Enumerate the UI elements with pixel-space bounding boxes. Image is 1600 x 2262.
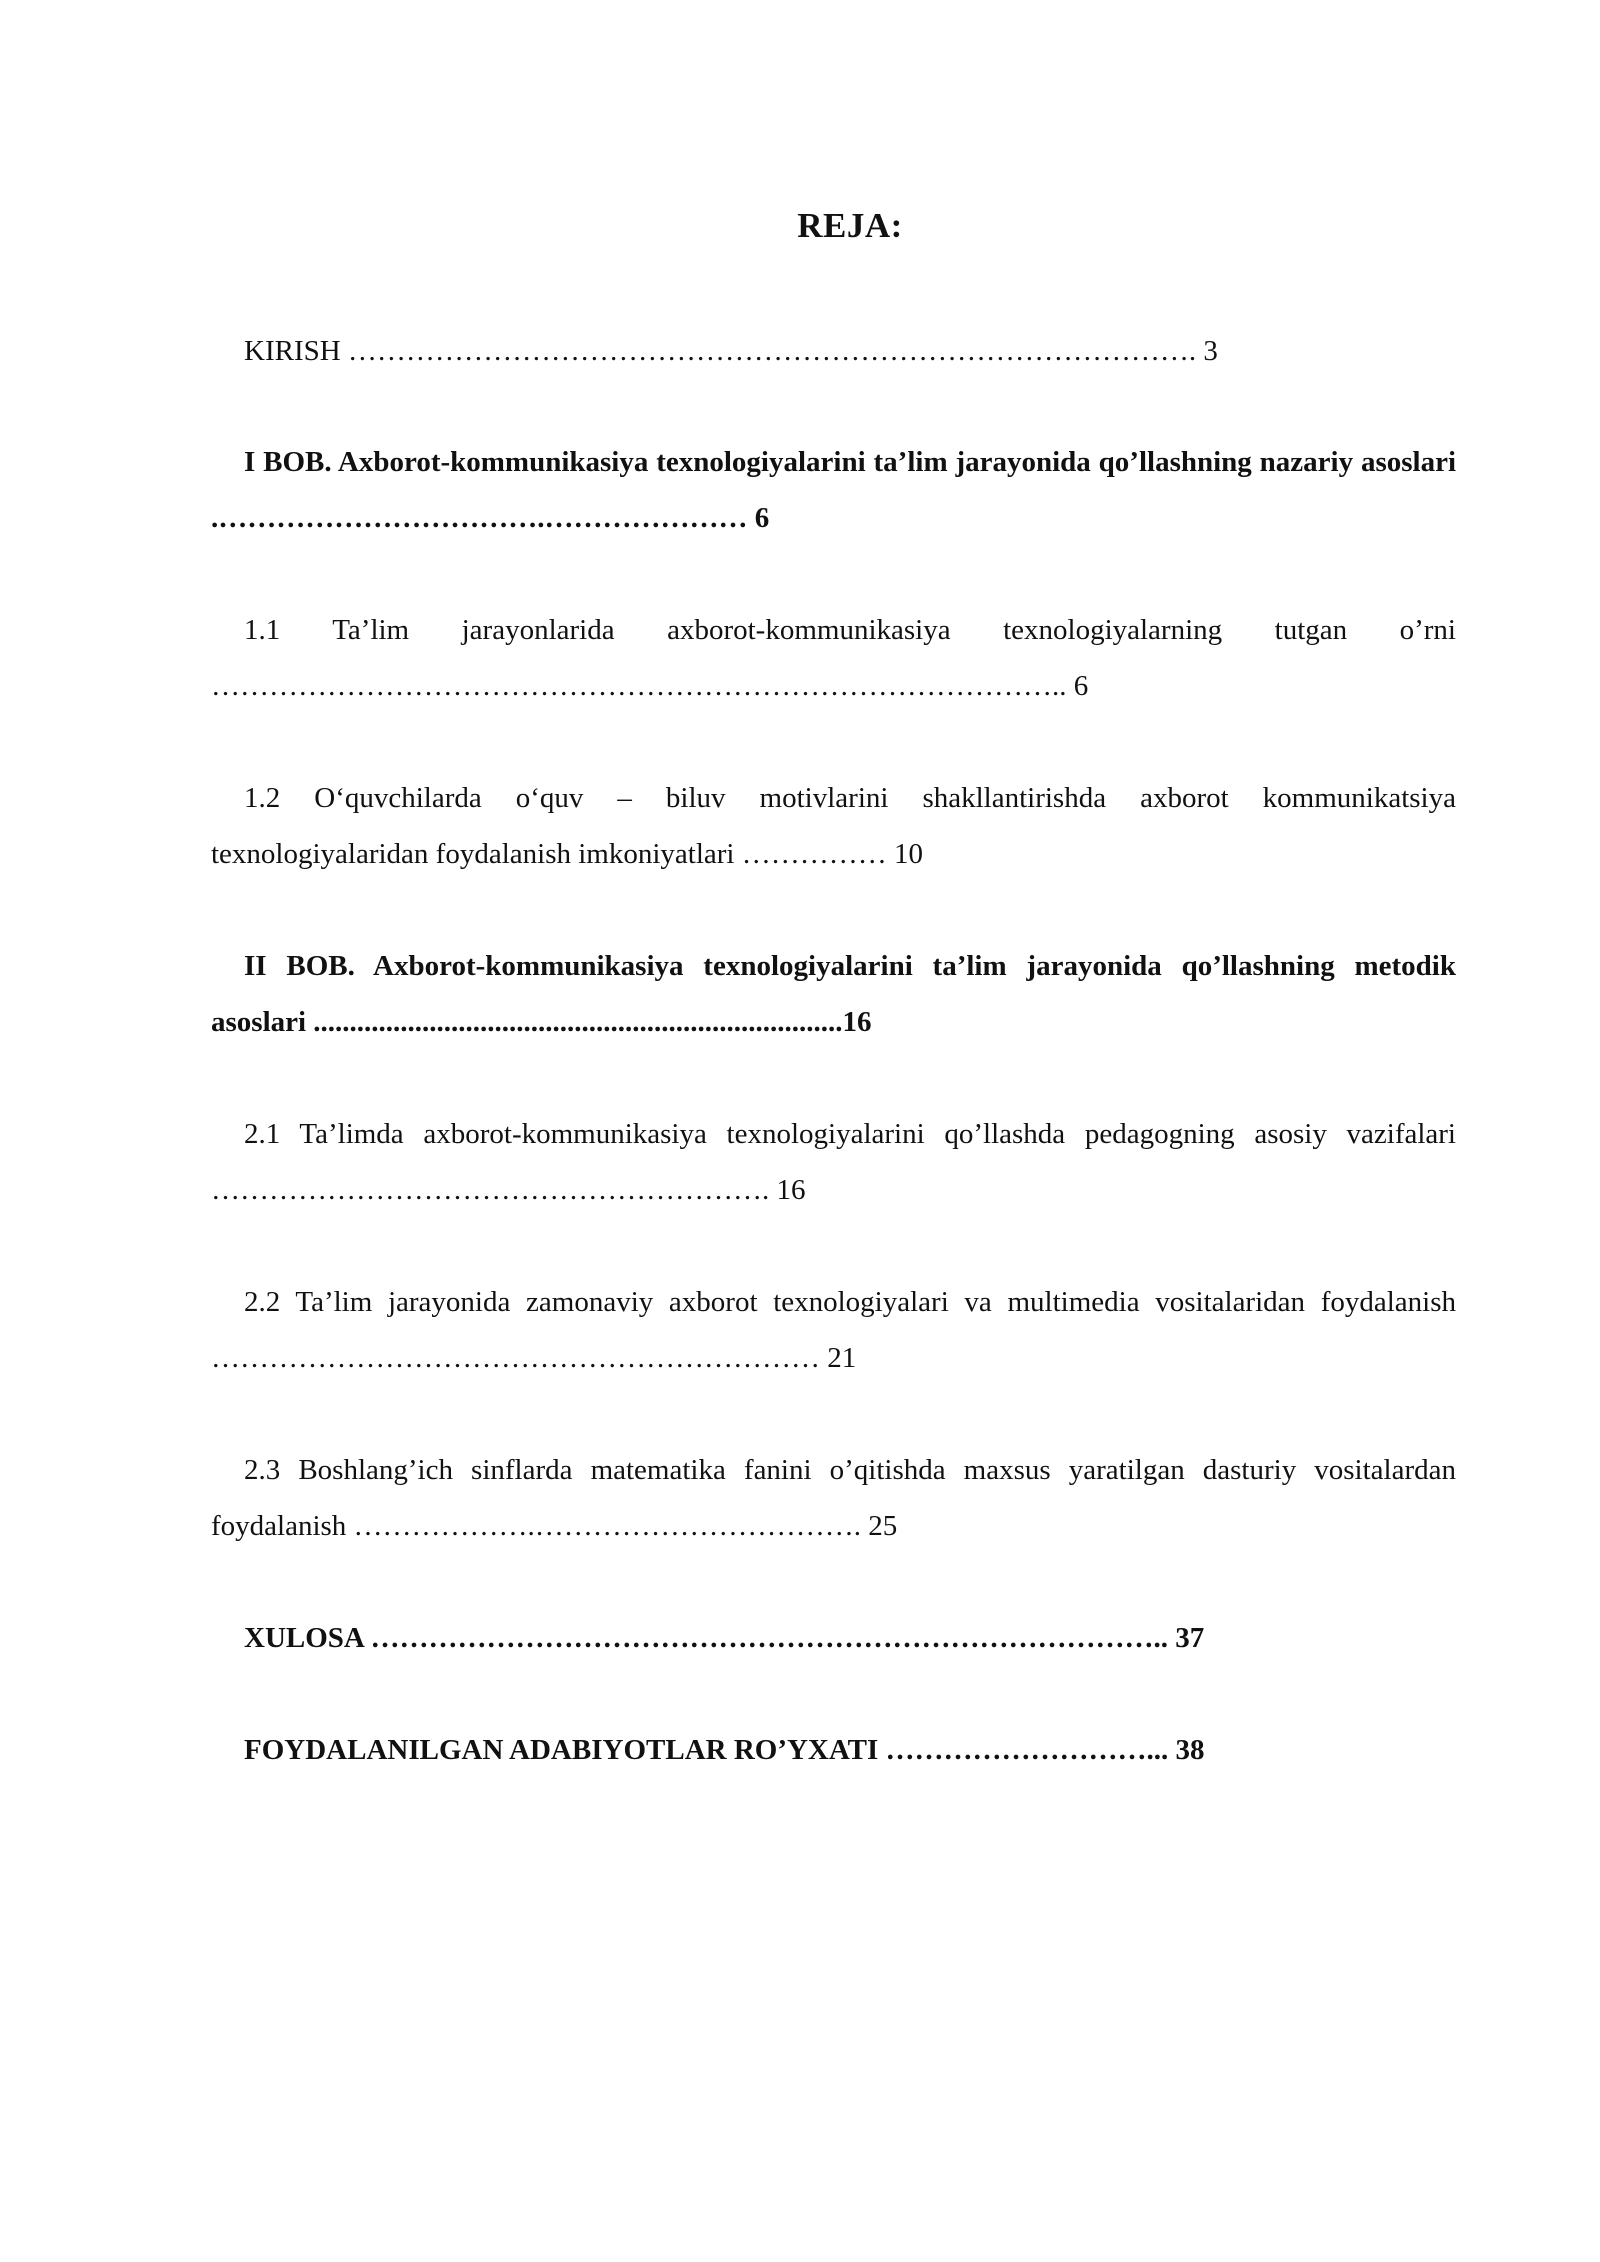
toc-entry-section-2-3: 2.3 Boshlang’ich sinflarda matematika fanini o’qitishda maxsus yaratilgan dasturiy vositalardan foydalanish ……………….……………………………. 25 (211, 1454, 1456, 1542)
toc-entry-bibliography: FOYDALANILGAN ADABIYOTLAR RO’YXATI ………………………... 38 (244, 1734, 1205, 1766)
toc-entry-xulosa: XULOSA ……………………………………………………………………….. 37 (244, 1622, 1205, 1654)
toc-entry-section-1-1: 1.1 Ta’lim jarayonlarida axborot-kommunikasiya texnologiyalarning tutgan o’rni …………………………………………………………………………….. 6 (211, 614, 1456, 702)
toc-entry-kirish: KIRISH ……………………………………………………………………………. 3 (244, 335, 1218, 367)
toc-entry-chapter-1: I BOB. Axborot-kommunikasiya texnologiyalarini ta’lim jarayonida qo’llashning nazariy asoslari .…………………………….………………… 6 (211, 446, 1456, 534)
toc-entry-section-2-2: 2.2 Ta’lim jarayonida zamonaviy axborot texnologiyalari va multimedia vositalaridan foydalanish ……………………………………………………… 21 (211, 1286, 1456, 1374)
toc-entry-chapter-2: II BOB. Axborot-kommunikasiya texnologiyalarini ta’lim jarayonida qo’llashning metodik asoslari .........................................................................16 (211, 950, 1456, 1038)
toc-entry-section-1-2: 1.2 O‘quvchilarda o‘quv – biluv motivlarini shakllantirishda axborot kommunikatsiya texnologiyalaridan foydalanish imkoniyatlari …………… 10 (211, 782, 1456, 870)
page-title: REJA: (797, 206, 903, 245)
toc-entry-section-2-1: 2.1 Ta’limda axborot-kommunikasiya texnologiyalarini qo’llashda pedagogning asosiy vazifalari …………………………………………………. 16 (211, 1118, 1456, 1206)
